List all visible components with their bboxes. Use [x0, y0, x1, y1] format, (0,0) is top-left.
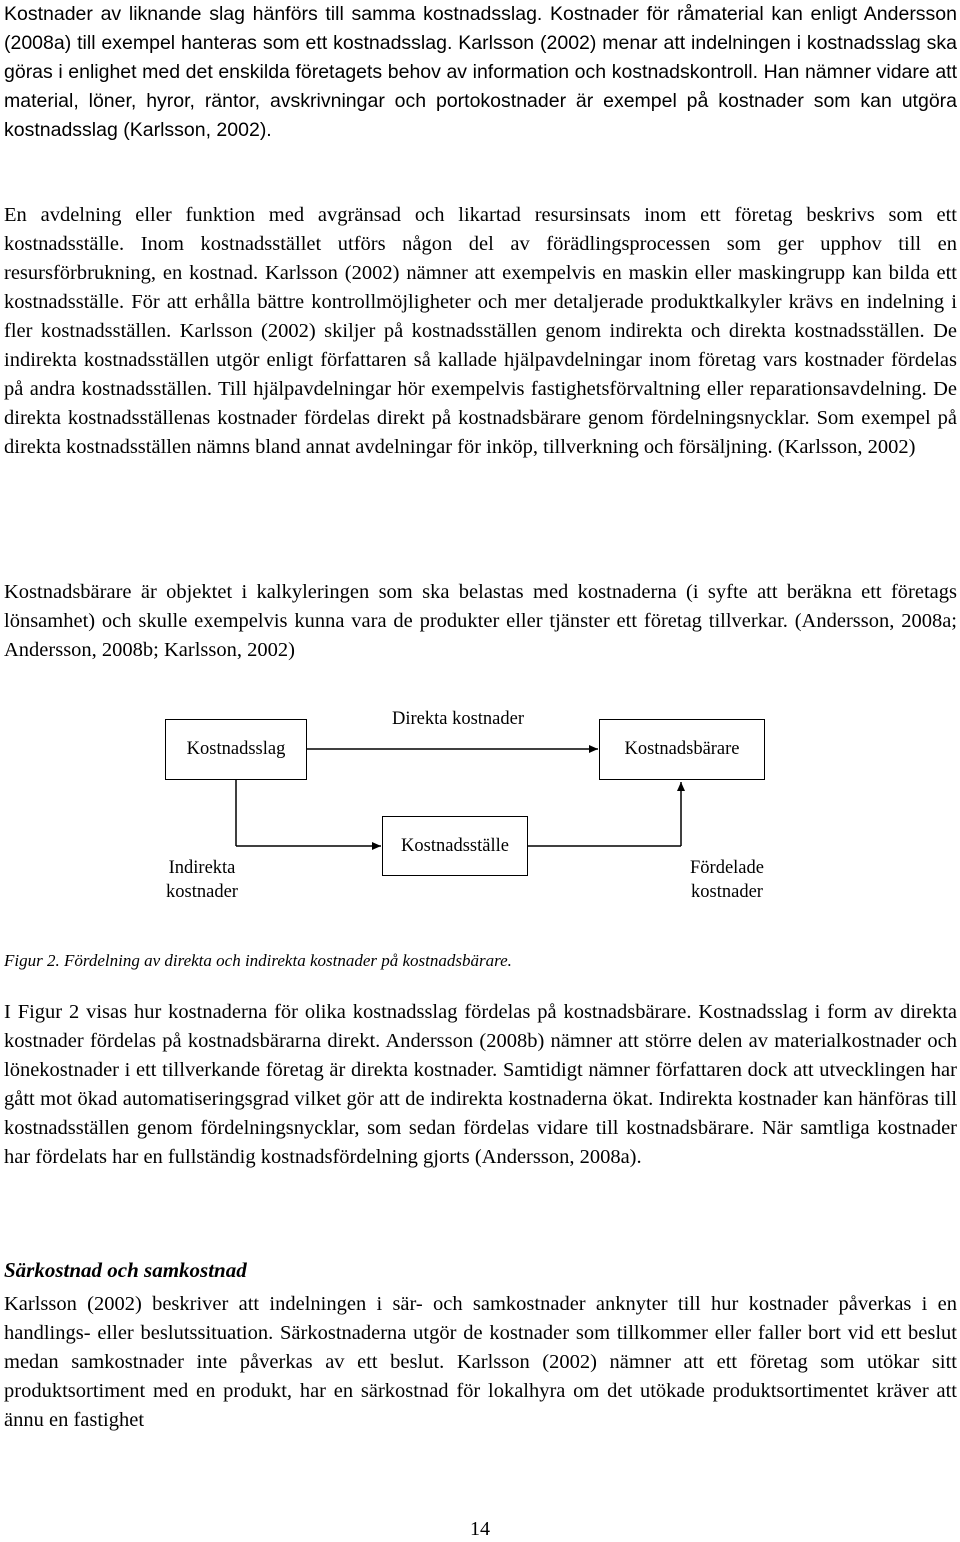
label-fordelade-line-1: Fördelade [690, 858, 764, 878]
section-heading: Särkostnad och samkostnad [4, 1258, 247, 1282]
paragraph-kostnadsstalle: En avdelning eller funktion med avgränsad och likartad resursinsats inom ett företag beskrivs som ett kostnadsställe. Inom kostnadsstället utförs någon del av förädlingsprocessen som ger upphov till en resursförbrukning, en kostnad. Karlsson (2002) nämner att exempelvis en maskin eller maskingrupp kan bilda ett kostnadsställe. För att erhålla bättre kontrollmöjligheter och mer detaljerade produktkalkyler krävs en indelning i fler kostnadsställen. Karlsson (2002) skiljer på kostnadsställen genom indirekta och direkta kostnadsställen. De indirekta kostnadsställen utgör enligt författaren så kallade hjälpavdelningar inom företag vars kostnader fördelas på andra kostnadsställen. Till hjälpavdelningar hör exempelvis fastighetsförvaltning eller reparationsavdelning. De direkta kostnadsställenas kostnader fördelas direkt på kostnadsbärare genom fördelningsnycklar. Som exempel på direkta kostnadsställen nämns bland annat avdelningar för inköp, tillverkning och försäljning. (Karlsson, 2002) [4, 204, 957, 458]
label-indirekta-line-1: Indirekta [168, 858, 236, 878]
label-indirekta-line-2: kostnader [166, 882, 238, 902]
label-direkta-kostnader: Direkta kostnader [391, 709, 525, 729]
paragraph-figur-2: I Figur 2 visas hur kostnaderna för olika kostnadsslag fördelas på kostnadsbärare. Kostnadsslag i form av direkta kostnader fördelas på kostnadsbärarna direkt. Andersson (2008b) nämner att större delen av materialkostnader och lönekostnader i ett tillverkande företag är direkta kostnader. Samtidigt nämner författaren dock att utvecklingen har gått mot ökad automatiseringsgrad vilket gör att de indirekta kostnaderna ökat. Indirekta kostnader kan hänföras till kostnadsställen genom fördelningsnycklar, som sedan fördelas vidare till kostnadsbärare. När samtliga kostnader har fördelats har en fullständig kostnadsfördelning gjorts (Andersson, 2008a). [4, 1001, 957, 1168]
figure-caption: Figur 2. Fördelning av direkta och indirekta kostnader på kostnadsbärare. [4, 951, 512, 970]
page-number: 14 [470, 1518, 490, 1540]
paragraph-kostnadsslag: Kostnader av liknande slag hänförs till samma kostnadsslag. Kostnader för råmaterial kan enligt Andersson (2008a) till exempel hanteras som ett kostnadsslag. Karlsson (2002) menar att indelningen i kostnadsslag ska göras i enlighet med det enskilda företagets behov av information och kostnadskontroll. Han nämner vidare att material, löner, hyror, räntor, avskrivningar och portokostnader är exempel på kostnader som kan utgöra kostnadsslag (Karlsson, 2002). [4, 3, 957, 141]
paragraph-kostnadsbarare: Kostnadsbärare är objektet i kalkyleringen som ska belastas med kostnaderna (i syfte att beräkna ett företags lönsamhet) och skulle exempelvis kunna vara de produkter eller tjänster ett företag tillverkar. (Andersson, 2008a; Andersson, 2008b; Karlsson, 2002) [4, 581, 957, 661]
paragraph-sarkostnad: Karlsson (2002) beskriver att indelningen i sär- och samkostnader anknyter till hur kostnader påverkas i en handlings- eller beslutssituation. Särkostnaderna utgör de kostnader som tillkommer eller faller bort vid ett beslut medan samkostnader inte påverkas av ett beslut. Karlsson (2002) nämner att ett företag som utökar sitt produktsortiment med en produkt, har en särkostnad för lokalhyra om det utökade produktsortimentet kräver att ännu en fastighet [4, 1293, 957, 1431]
cost-allocation-diagram [0, 695, 960, 920]
label-fordelade-kostnader [674, 856, 780, 904]
label-fordelade-line-2: kostnader [691, 882, 763, 902]
box-kostnadsstalle: Kostnadsställe [382, 816, 528, 876]
box-kostnadsslag: Kostnadsslag [165, 719, 307, 780]
label-indirekta-kostnader [150, 856, 254, 904]
box-kostnadsbarare: Kostnadsbärare [599, 719, 765, 780]
